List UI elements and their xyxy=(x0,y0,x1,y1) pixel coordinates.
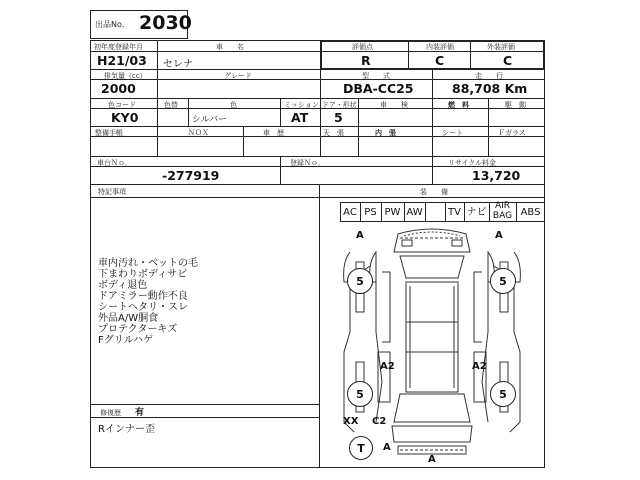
remarks-label: 特記事項 xyxy=(98,188,126,196)
vehicle-inspection-label: 車 検 xyxy=(380,101,408,109)
lot-number: 2030 xyxy=(139,12,192,34)
exterior-grade-value: C xyxy=(503,53,513,68)
chassis-no-value: -277919 xyxy=(162,168,220,183)
interior-label: 内 張 xyxy=(375,129,396,137)
drive-label: 駆 動 xyxy=(505,101,526,109)
chassis-no-label: 車台Ｎｏ． xyxy=(97,159,132,167)
fuel-label: 燃 料 xyxy=(448,101,469,109)
door-shape-value: 5 xyxy=(334,110,343,125)
mileage-value: 88,708 Km xyxy=(452,81,528,96)
remark-line: プロテクターキズ xyxy=(98,324,178,335)
trunk-mark: T xyxy=(349,436,373,460)
equip-aw: AW xyxy=(406,207,423,218)
grade-label: グレード xyxy=(224,72,252,80)
car-name-label: 車 名 xyxy=(216,43,244,51)
repair-note: Rインナー歪 xyxy=(98,424,155,435)
damage-side-left: A2 xyxy=(380,361,395,372)
damage-rear-c2: C2 xyxy=(372,416,387,427)
equip-abs: ABS xyxy=(520,207,541,218)
damage-rear-a2: A xyxy=(428,454,436,465)
equip-tv: TV xyxy=(448,207,461,218)
remark-line: ドアミラー動作不良 xyxy=(98,291,188,302)
damage-side-right: A2 xyxy=(472,361,487,372)
equip-ac: AC xyxy=(343,207,357,218)
interior-grade-label: 内装評価 xyxy=(426,43,454,51)
equip-navi: ナビ xyxy=(466,207,487,218)
first-reg-value: H21/03 xyxy=(97,53,147,68)
recycle-fee-value: 13,720 xyxy=(472,168,521,183)
grade-point-value: R xyxy=(361,53,371,68)
model-value: DBA-CC25 xyxy=(343,81,414,96)
wheel-rear-left: 5 xyxy=(347,381,373,407)
interior-grade-value: C xyxy=(435,53,445,68)
equip-pw: PW xyxy=(384,207,401,218)
repair-history-label: 修復歴 xyxy=(100,409,121,417)
wheel-front-left: 5 xyxy=(347,268,373,294)
damage-front-right: A xyxy=(495,230,503,241)
wheel-front-right: 5 xyxy=(490,268,516,294)
lot-label: 出品No． xyxy=(95,20,130,29)
wheel-rear-right: 5 xyxy=(490,381,516,407)
service-book-label: 整備手帳 xyxy=(95,129,123,137)
history-label: 車 歴 xyxy=(263,129,284,137)
transmission-value: AT xyxy=(291,110,309,125)
equipment-label: 装 備 xyxy=(420,188,448,196)
remark-line: 車内汚れ・ペットの毛 xyxy=(98,258,198,269)
seat-label: シート xyxy=(442,129,463,137)
displacement-label: 排気量（cc） xyxy=(104,72,147,80)
f-glass-label: Ｆガラス xyxy=(498,129,526,137)
exterior-grade-label: 外装評価 xyxy=(487,43,515,51)
repair-history-value: 有 xyxy=(135,408,145,418)
damage-rear-xx: XX xyxy=(343,416,359,427)
remark-line: 下まわりボディサビ xyxy=(98,269,188,280)
damage-front-left: A xyxy=(356,230,364,241)
equip-blank xyxy=(425,205,445,221)
first-reg-label: 初年度登録年月 xyxy=(94,43,143,51)
remark-line: Fグリルハゲ xyxy=(98,335,154,346)
remark-line: シートヘタリ・スレ xyxy=(98,302,188,313)
damage-rear-a1: A xyxy=(383,442,391,453)
recycle-fee-label: リサイクル料金 xyxy=(448,159,497,167)
grade-point-label: 評価点 xyxy=(352,43,373,51)
remark-line: ボディ退色 xyxy=(98,280,148,291)
equip-ps: PS xyxy=(364,207,377,218)
transmission-label: ミッション xyxy=(284,101,319,109)
reg-no-label: 登録Ｎｏ． xyxy=(290,159,325,167)
car-diagram xyxy=(320,222,545,468)
color-code-label: 色コード xyxy=(108,101,136,109)
displacement-value: 2000 xyxy=(101,81,136,96)
equip-airbag: AIR BAG xyxy=(492,201,513,221)
nox-label: ＮＯＸ xyxy=(188,129,209,137)
color-value: シルバー xyxy=(192,115,228,125)
model-label: 型 式 xyxy=(362,72,390,80)
remarks-list xyxy=(98,258,198,346)
mileage-label: 走 行 xyxy=(475,72,503,80)
door-shape-label: ドア・形状 xyxy=(322,101,357,109)
color-type-label: 色替 xyxy=(164,101,178,109)
color-label: 色 xyxy=(230,101,237,109)
sunroof-label: 天 張 xyxy=(323,129,344,137)
car-name-value: セレナ xyxy=(163,59,193,70)
remark-line: 外品A/W胴食 xyxy=(98,313,159,324)
color-code-value: KY0 xyxy=(111,110,139,125)
